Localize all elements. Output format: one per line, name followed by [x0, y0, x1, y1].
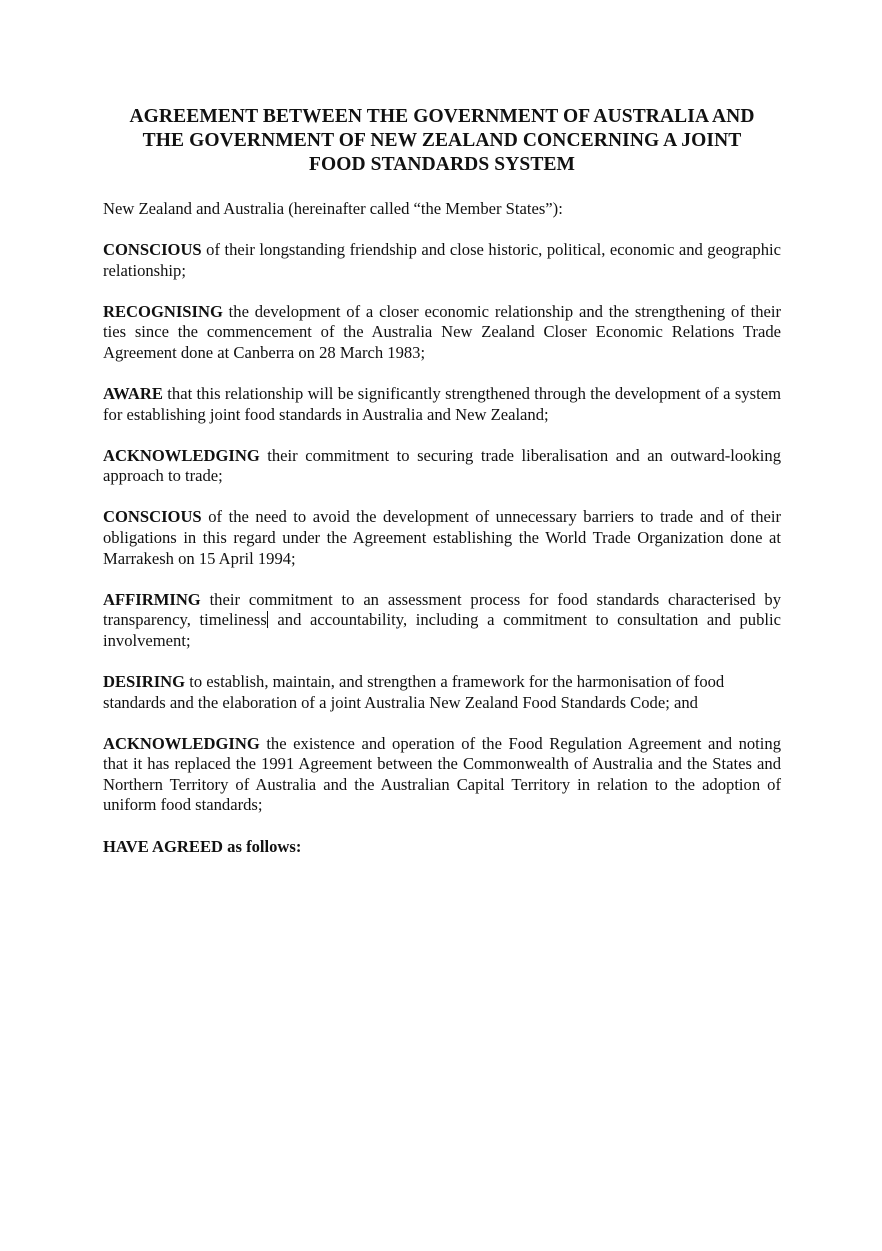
intro-paragraph: New Zealand and Australia (hereinafter called “the Member States”): — [103, 199, 563, 218]
recital-keyword: RECOGNISING — [103, 301, 223, 321]
recital-paragraph — [103, 734, 781, 816]
recital-text: the existence and operation of the Food Regulation Agreement and noting that it has replaced the 1991 Agreement between the Commonwealth of Australia and the States and Northern Territory of Australia and the Australian Capital Territory in relation to the adoption of uniform food standards; — [103, 733, 781, 815]
title-line: FOOD STANDARDS SYSTEM — [308, 154, 576, 175]
recital-text: to establish, maintain, and strengthen a framework for the harmonisation of food standards and the elaboration of a joint Australia New Zealand Food Standards Code; and — [103, 672, 725, 712]
recital-keyword: DESIRING — [103, 672, 186, 691]
recital-paragraph — [103, 507, 781, 569]
recital-keyword: CONSCIOUS — [103, 507, 202, 527]
recital-paragraph — [103, 302, 781, 364]
closing-statement: HAVE AGREED as follows: — [103, 836, 302, 856]
text-cursor — [267, 611, 268, 628]
title-line: AGREEMENT BETWEEN THE GOVERNMENT OF AUSTRALIA AND — [129, 106, 755, 127]
recital-text: and accountability, including a commitment to consultation and public involvement; — [103, 610, 781, 650]
recital-paragraph — [103, 446, 781, 487]
recital-keyword: ACKNOWLEDGING — [103, 445, 260, 465]
recital-text: that this relationship will be significantly strengthened through the development of a system for establishing joint food standards in Australia and New Zealand; — [103, 384, 781, 424]
recital-keyword: AFFIRMING — [103, 589, 201, 609]
recital-text: of their longstanding friendship and close historic, political, economic and geographic relationship; — [103, 240, 781, 280]
recital-paragraph — [103, 384, 781, 425]
recital-paragraph — [103, 672, 781, 713]
recital-keyword: ACKNOWLEDGING — [103, 733, 260, 753]
document-title — [103, 105, 781, 177]
recital-paragraph — [103, 590, 781, 652]
recital-keyword: CONSCIOUS — [103, 240, 202, 260]
recital-text: their commitment to an assessment process for food standards characterised by transparency, timeliness — [103, 589, 781, 630]
title-line: THE GOVERNMENT OF NEW ZEALAND CONCERNING A JOINT — [142, 130, 742, 151]
document-page — [103, 105, 781, 878]
recital-paragraph — [103, 240, 781, 281]
recital-text: their commitment to securing trade liberalisation and an outward-looking approach to trade; — [103, 445, 781, 486]
recital-keyword: AWARE — [103, 384, 163, 404]
recital-text: the development of a closer economic relationship and the strengthening of their ties since the commencement of the Australia New Zealand Closer Economic Relations Trade Agreement done at Canberra on 28 March 1983; — [103, 301, 781, 362]
recital-text: of the need to avoid the development of unnecessary barriers to trade and of their obligations in this regard under the Agreement establishing the World Trade Organization done at Marrakesh on 15 April 1994; — [103, 507, 781, 568]
